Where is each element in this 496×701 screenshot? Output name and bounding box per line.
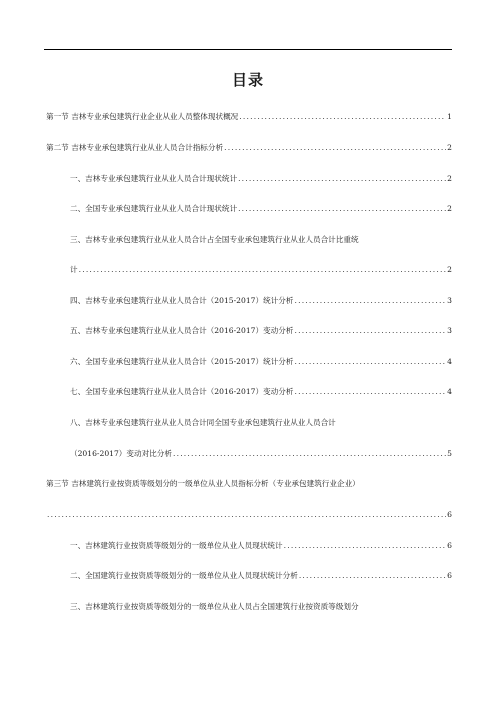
toc-entry-section-3[interactable] <box>46 508 452 522</box>
toc-entry-3-2[interactable] <box>70 569 452 583</box>
toc-page-number: 2 <box>447 143 452 152</box>
leader-dots <box>239 110 446 124</box>
toc-entry-2-2[interactable] <box>70 202 452 216</box>
toc-entry-2-3[interactable] <box>70 263 452 277</box>
toc-page-number: 4 <box>447 387 452 396</box>
toc-page-number: 4 <box>447 357 452 366</box>
leader-dots <box>47 508 446 522</box>
leader-dots <box>173 447 446 461</box>
toc-page-number: 5 <box>447 449 452 458</box>
leader-dots <box>294 324 446 338</box>
toc-page-number: 2 <box>447 265 452 274</box>
leader-dots <box>294 385 446 399</box>
toc-entry-2-7[interactable] <box>70 385 452 399</box>
leader-dots <box>224 141 446 155</box>
leader-dots <box>238 202 446 216</box>
toc-entry-3-1[interactable] <box>70 539 452 553</box>
toc-page-number: 6 <box>447 510 452 519</box>
toc-entry-section-1[interactable] <box>46 110 452 124</box>
toc-entry-text: 七、全国专业承包建筑行业从业人员合计（2016-2017）变动分析 <box>70 387 294 396</box>
leader-dots <box>238 172 446 186</box>
leader-dots <box>294 355 446 369</box>
toc-entry-text: 六、全国专业承包建筑行业从业人员合计（2015-2017）统计分析 <box>70 357 294 366</box>
toc-page-number: 2 <box>447 204 452 213</box>
leader-dots <box>294 294 446 308</box>
leader-dots <box>284 539 447 553</box>
toc-entry-text: 二、全国专业承包建筑行业从业人员合计现状统计 <box>70 204 238 213</box>
toc-entry-text: 第一节 吉林专业承包建筑行业企业从业人员整体现状概况 <box>46 112 239 121</box>
leader-dots <box>299 569 446 583</box>
toc-entry-2-4[interactable] <box>70 294 452 308</box>
toc-page-number: 3 <box>447 326 452 335</box>
leader-dots <box>79 263 447 277</box>
toc-page-number: 2 <box>447 174 452 183</box>
toc-entry-text: 一、吉林专业承包建筑行业从业人员合计现状统计 <box>70 174 238 183</box>
toc-entry-text: 五、吉林专业承包建筑行业从业人员合计（2016-2017）变动分析 <box>70 326 294 335</box>
toc-page-number: 3 <box>447 296 452 305</box>
toc-entry-text: （2016-2017）变动对比分析 <box>70 449 172 458</box>
toc-entry-section-3-line1[interactable]: 第三节 吉林建筑行业按资质等级划分的一级单位从业人员指标分析（专业承包建筑行业企业） <box>46 479 360 488</box>
toc-entry-text: 一、吉林建筑行业按资质等级划分的一级单位从业人员现状统计 <box>70 541 283 550</box>
toc-entry-text: 第二节 吉林专业承包建筑行业从业人员合计指标分析 <box>46 143 224 152</box>
toc-entry-2-6[interactable] <box>70 355 452 369</box>
toc-entry-2-5[interactable] <box>70 324 452 338</box>
toc-page-number: 6 <box>447 541 452 550</box>
header-rule <box>44 49 452 50</box>
toc-entry-text: 计 <box>70 265 78 274</box>
toc-page-number: 6 <box>447 571 452 580</box>
toc-entry-text: 四、吉林专业承包建筑行业从业人员合计（2015-2017）统计分析 <box>70 296 294 305</box>
toc-entry-2-1[interactable] <box>70 172 452 186</box>
toc-entry-2-8-line1[interactable]: 八、吉林专业承包建筑行业从业人员合计同全国专业承包建筑行业从业人员合计 <box>70 418 336 427</box>
toc-entry-section-2[interactable] <box>46 141 452 155</box>
toc-entry-2-3-line1[interactable]: 三、吉林专业承包建筑行业从业人员合计占全国专业承包建筑行业从业人员合计比重统 <box>70 235 359 244</box>
toc-entry-3-3-line1[interactable]: 三、吉林建筑行业按资质等级划分的一级单位从业人员占全国建筑行业按资质等级划分 <box>70 602 359 611</box>
toc-entry-2-8[interactable] <box>70 447 452 461</box>
toc-entry-text: 二、全国建筑行业按资质等级划分的一级单位从业人员现状统计分析 <box>70 571 298 580</box>
toc-page-number: 1 <box>447 112 452 121</box>
toc-title: 目录 <box>231 71 264 89</box>
